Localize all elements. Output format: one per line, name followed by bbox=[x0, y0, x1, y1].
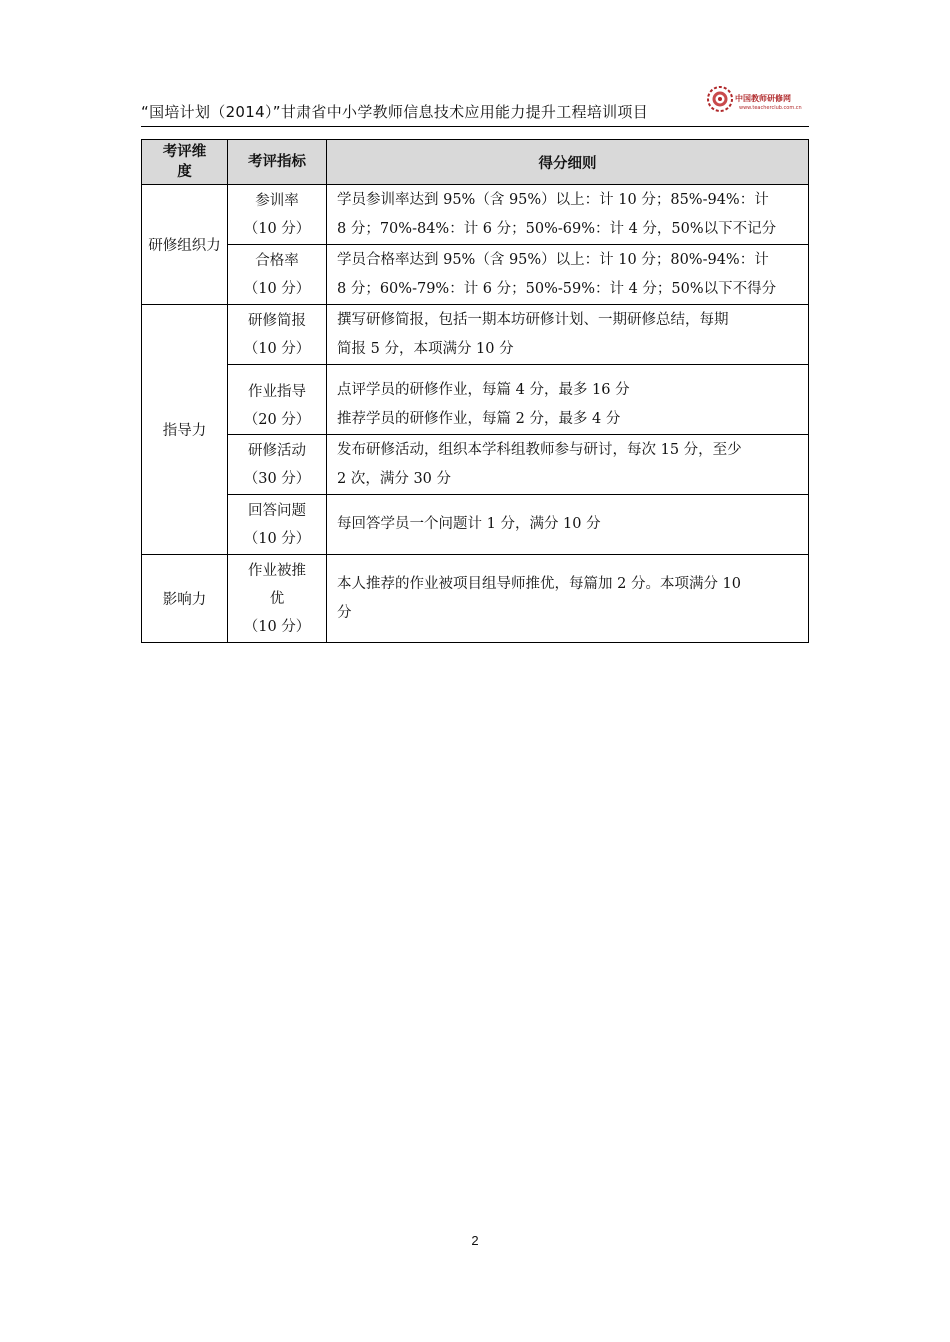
indicator-points: （10 分） bbox=[243, 220, 311, 237]
rule-line: 发布研修活动，组织本学科组教师参与研讨，每次 15 分，至少 bbox=[337, 441, 742, 458]
indicator-points: （10 分） bbox=[243, 280, 311, 297]
rule-line: 8 分；60%-79%：计 6 分；50%-59%：计 4 分；50%以下不得分 bbox=[337, 280, 777, 297]
table-row bbox=[142, 185, 809, 245]
indicator-points: （10 分） bbox=[243, 340, 311, 357]
indicator-name-line: 作业被推 bbox=[248, 562, 306, 579]
rule-line: 撰写研修简报，包括一期本坊研修计划、一期研修总结，每期 bbox=[337, 311, 729, 328]
indicator-name: 合格率 bbox=[255, 252, 299, 269]
logo bbox=[705, 84, 809, 116]
indicator-name: 研修活动 bbox=[248, 442, 306, 459]
indicator-cell bbox=[228, 185, 327, 245]
rule-line: 2 次，满分 30 分 bbox=[337, 470, 452, 487]
rules-cell bbox=[327, 245, 809, 305]
header-title: “国培计划（2014）”甘肃省中小学教师信息技术应用能力提升工程培训项目 bbox=[141, 103, 649, 121]
table-row bbox=[142, 305, 809, 365]
rule-line: 推荐学员的研修作业，每篇 2 分，最多 4 分 bbox=[337, 411, 621, 427]
indicator-name: 参训率 bbox=[255, 192, 299, 209]
rules-cell bbox=[327, 555, 809, 643]
table-row bbox=[142, 495, 809, 555]
indicator-cell bbox=[228, 435, 327, 495]
indicator-name: 研修简报 bbox=[248, 312, 306, 329]
rules-cell bbox=[327, 185, 809, 245]
logo-subtext: www.teacherclub.com.cn bbox=[739, 105, 802, 111]
table-row bbox=[142, 365, 809, 435]
column-header-dimension-text: 考评维度 bbox=[162, 144, 207, 180]
rule-line: 简报 5 分，本项满分 10 分 bbox=[337, 340, 514, 357]
table-row bbox=[142, 555, 809, 643]
indicator-cell bbox=[228, 305, 327, 365]
indicator-name: 作业指导 bbox=[248, 384, 306, 400]
dimension-cell: 指导力 bbox=[142, 305, 228, 555]
rule-line: 学员合格率达到 95%（含 95%）以上：计 10 分；80%-94%：计 bbox=[337, 251, 769, 268]
rule-line: 点评学员的研修作业，每篇 4 分，最多 16 分 bbox=[337, 382, 630, 398]
indicator-name: 回答问题 bbox=[248, 502, 306, 519]
rules-cell bbox=[327, 305, 809, 365]
rules-cell bbox=[327, 495, 809, 555]
rule-line: 本人推荐的作业被项目组导师推优，每篇加 2 分。本项满分 10 bbox=[337, 575, 742, 592]
indicator-cell bbox=[228, 495, 327, 555]
page-number: 2 bbox=[471, 1233, 479, 1248]
rule-line: 分 bbox=[337, 604, 352, 621]
logo-emblem-icon bbox=[705, 84, 735, 114]
rule-line: 每回答学员一个问题计 1 分，满分 10 分 bbox=[337, 516, 601, 532]
column-header-indicator: 考评指标 bbox=[228, 140, 327, 185]
indicator-cell bbox=[228, 555, 327, 643]
indicator-cell bbox=[228, 365, 327, 435]
rules-cell bbox=[327, 365, 809, 435]
dimension-cell: 影响力 bbox=[142, 555, 228, 643]
rules-cell bbox=[327, 435, 809, 495]
indicator-points: （30 分） bbox=[243, 470, 311, 487]
table-row bbox=[142, 245, 809, 305]
rule-line: 学员参训率达到 95%（含 95%）以上：计 10 分；85%-94%：计 bbox=[337, 191, 769, 208]
column-header-dimension bbox=[142, 140, 228, 185]
column-header-rules: 得分细则 bbox=[327, 140, 809, 185]
indicator-cell bbox=[228, 245, 327, 305]
indicator-points: （10 分） bbox=[243, 530, 311, 547]
logo-text: 中国教师研修网 bbox=[735, 94, 791, 103]
table-header-row bbox=[142, 140, 809, 185]
indicator-points: （10 分） bbox=[243, 618, 311, 635]
page-header bbox=[141, 80, 809, 127]
rule-line: 8 分；70%-84%：计 6 分；50%-69%：计 4 分，50%以下不记分 bbox=[337, 220, 777, 237]
dimension-cell: 研修组织力 bbox=[142, 185, 228, 305]
table-row bbox=[142, 435, 809, 495]
indicator-name-line: 优 bbox=[269, 590, 285, 607]
indicator-points: （20 分） bbox=[243, 412, 311, 428]
scoring-table bbox=[141, 139, 809, 643]
